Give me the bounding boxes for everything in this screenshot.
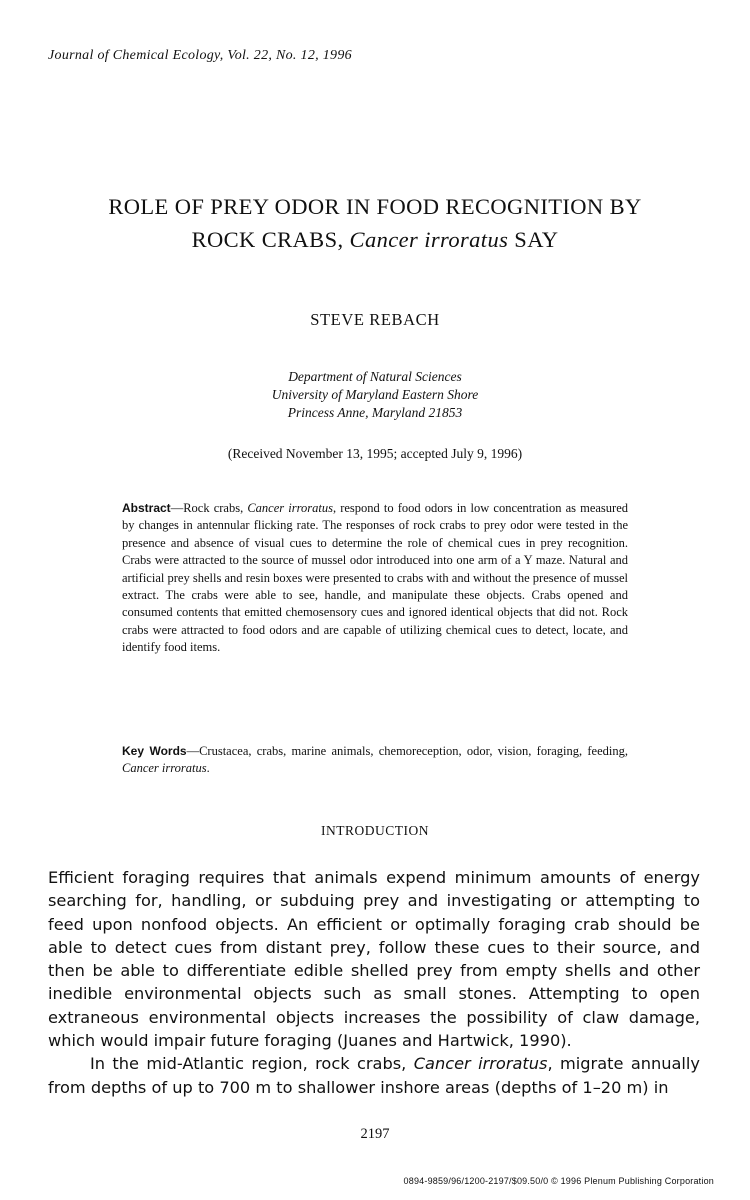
intro-paragraph-2-rest: , migrate annually from depths of up to 700 m to shallower inshore areas (depths of 1–20 m) in xyxy=(48,1054,701,1097)
abstract-dash: — xyxy=(170,501,184,515)
keywords-text: Crustacea, crabs, marine animals, chemoreception, odor, vision, foraging, feeding, xyxy=(199,744,628,758)
keywords-label: Key Words xyxy=(122,744,187,758)
abstract-label: Abstract xyxy=(122,501,171,515)
abstract-text: , respond to food odors in low concentration as measured by changes in antennular flicking rate. The responses of rock crabs to prey odor were tested in the presence and absence of visual cues to determine the role of chemical cues in prey recognition. Crabs were attracted to the source of mussel odor introduced into one arm of a Y maze. Natural and artificial prey shells and resin boxes were presented to crabs with and without the presence of mussel extract. The crabs were able to see, handle, and manipulate these objects. Crabs opened and consumed contents that emitted chemosensory cues and ignored identical objects that did not. Rock crabs were attracted to food odors and are capable of utilizing chemical cues to detect, locate, and identify food items. xyxy=(122,501,628,655)
abstract-species: Cancer irroratus xyxy=(247,501,333,515)
journal-header: Journal of Chemical Ecology, Vol. 22, No. 12, 1996 xyxy=(48,48,352,63)
keywords-species: Cancer irroratus xyxy=(122,761,207,776)
intro-paragraph-2-species: Cancer irroratus xyxy=(413,1054,548,1074)
received-dates: (Received November 13, 1995; accepted July 9, 1996) xyxy=(227,446,523,461)
intro-paragraph-2-lead: In the mid-Atlantic region, rock crabs, xyxy=(90,1054,414,1074)
intro-paragraph-1: Efficient foraging requires that animals expend minimum amounts of energy searching for, handling, or subduing prey and investigating or attempting to feed upon nonfood objects. An efficient or optimally foraging crab should be able to detect cues from distant prey, follow these cues to their source, and then be able to differentiate edible shelled prey from empty shells and other inedible environmental objects such as small stones. Attempting to open extraneous environmental objects increases the possibility of claw damage, which would impair future foraging (Juanes and Hartwick, 1990). xyxy=(48,868,700,1051)
section-heading: INTRODUCTION xyxy=(321,823,429,838)
abstract xyxy=(122,500,628,657)
article-title xyxy=(0,190,750,256)
introduction-body xyxy=(48,866,700,1099)
keywords-dash: — xyxy=(186,744,200,758)
title-species: Cancer irroratus xyxy=(349,227,509,252)
title-line-2-prefix: ROCK CRABS, xyxy=(191,227,350,252)
affiliation-university: University of Maryland Eastern Shore xyxy=(271,387,479,402)
intro-paragraph-2 xyxy=(48,1052,700,1099)
author-affiliation xyxy=(0,368,750,422)
page-number: 2197 xyxy=(360,1126,390,1142)
title-line-2-suffix: SAY xyxy=(508,227,559,252)
copyright-line: 0894-9859/96/1200-2197/$09.50/0 © 1996 Plenum Publishing Corporation xyxy=(403,1176,714,1186)
affiliation-location: Princess Anne, Maryland 21853 xyxy=(287,405,463,420)
title-line-1: ROLE OF PREY ODOR IN FOOD RECOGNITION BY xyxy=(108,194,642,219)
affiliation-department: Department of Natural Sciences xyxy=(288,369,462,384)
keywords-end: . xyxy=(206,761,210,776)
author-name: STEVE REBACH xyxy=(310,310,440,329)
keywords xyxy=(122,743,628,778)
title-line-2 xyxy=(0,223,750,256)
abstract-lead: Rock crabs, xyxy=(183,501,248,515)
